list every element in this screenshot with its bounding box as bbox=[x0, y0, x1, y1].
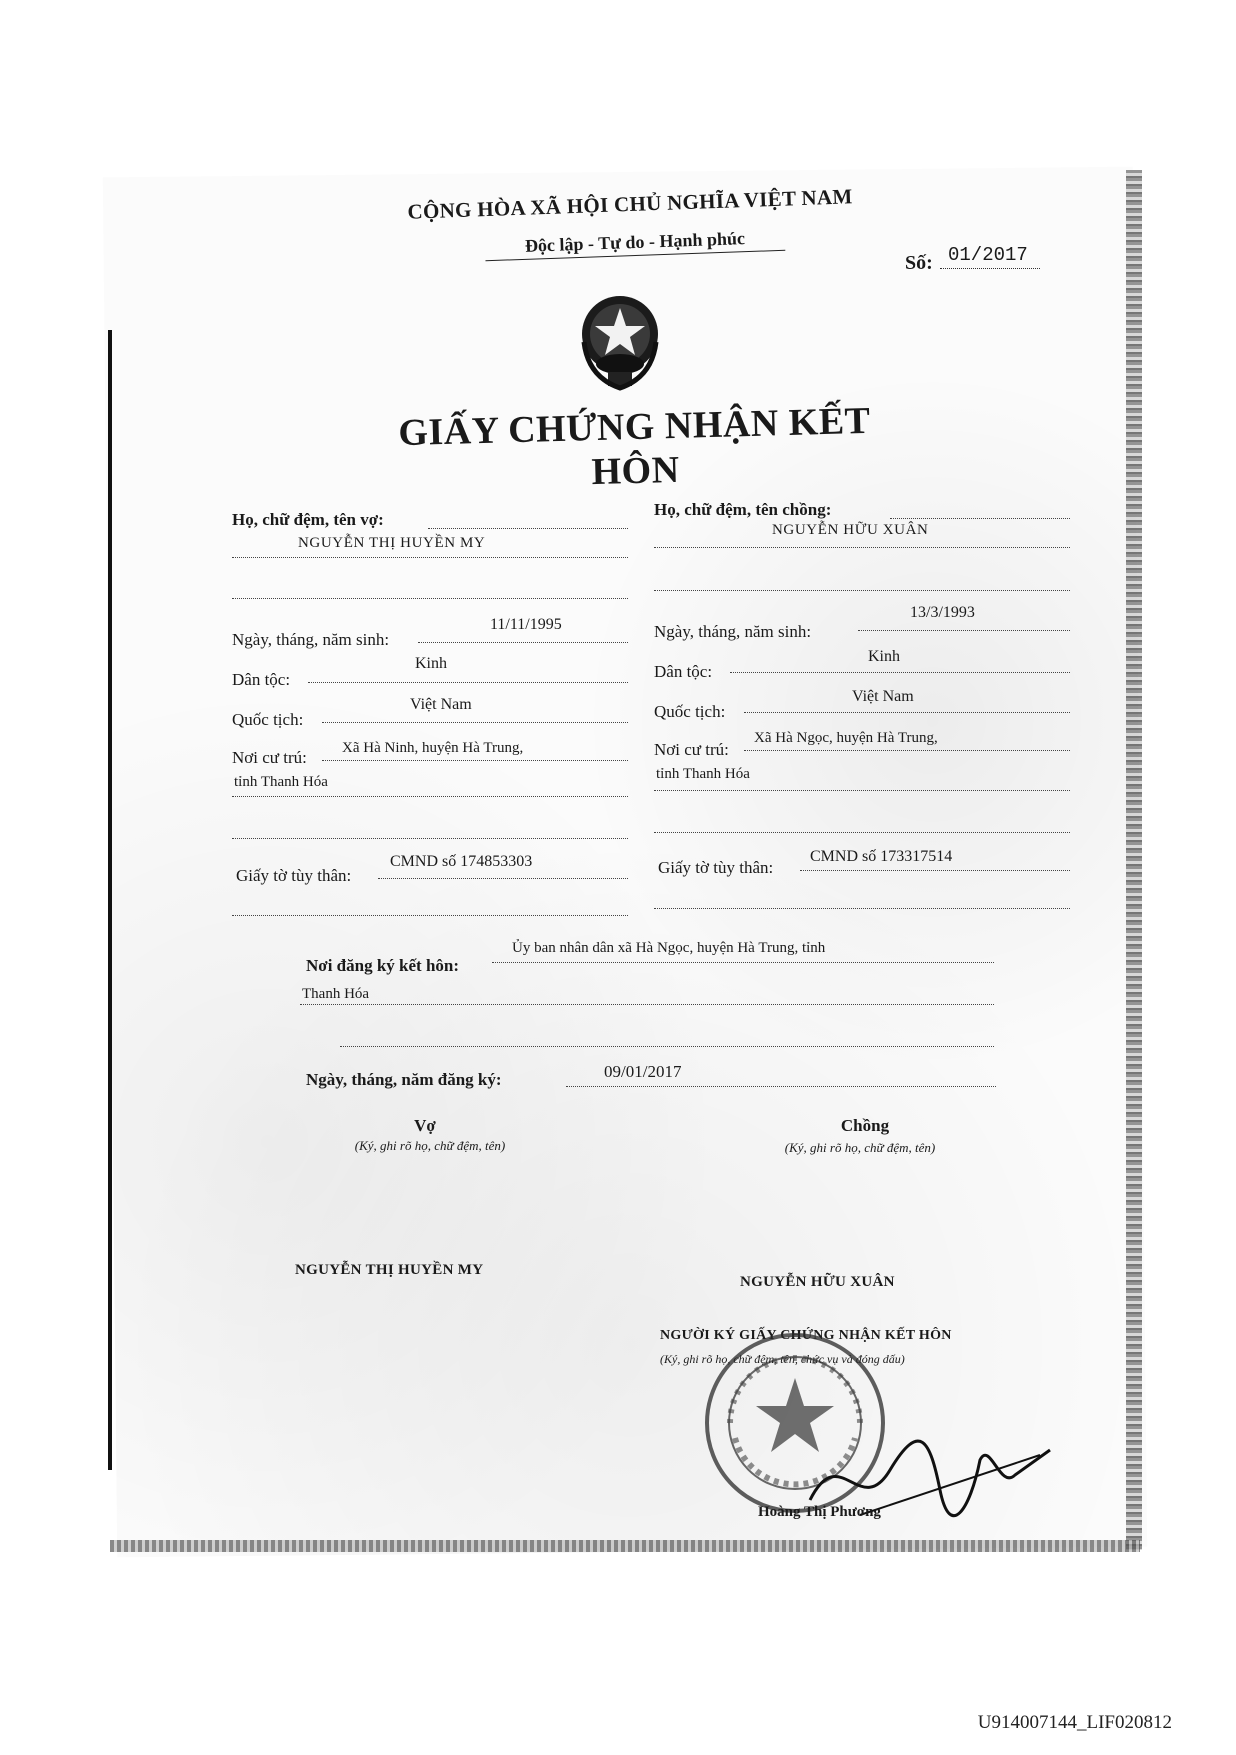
dotted-line bbox=[378, 878, 628, 879]
issuer-name: Hoàng Thị Phương bbox=[758, 1504, 881, 1520]
husband-ethnicity: Kinh bbox=[868, 648, 900, 665]
dotted-line bbox=[418, 642, 628, 643]
dotted-line bbox=[654, 790, 1070, 791]
dotted-line bbox=[654, 908, 1070, 909]
wife-residence-line1: Xã Hà Ninh, huyện Hà Trung, bbox=[342, 740, 524, 756]
dotted-line bbox=[654, 590, 1070, 591]
dotted-line bbox=[232, 915, 628, 916]
wife-ethnicity-label: Dân tộc: bbox=[232, 670, 291, 689]
dotted-line bbox=[492, 962, 994, 963]
wife-dob: 11/11/1995 bbox=[490, 616, 562, 633]
dotted-line bbox=[744, 750, 1070, 751]
dotted-line bbox=[800, 870, 1070, 871]
husband-ethnicity-label: Dân tộc: bbox=[654, 662, 713, 681]
document-title: GIẤY CHỨNG NHẬN KẾT HÔN bbox=[397, 399, 871, 494]
number-value: 01/2017 bbox=[948, 244, 1028, 266]
dotted-line bbox=[428, 528, 628, 529]
dotted-line bbox=[232, 796, 628, 797]
wife-residence-line2: tỉnh Thanh Hóa bbox=[234, 774, 328, 790]
wife-name: NGUYỄN THỊ HUYỀN MY bbox=[298, 535, 486, 551]
registration-date-label: Ngày, tháng, năm đăng ký: bbox=[306, 1070, 502, 1089]
registration-place-line1: Ủy ban nhân dân xã Hà Ngọc, huyện Hà Trung, tỉnh bbox=[512, 940, 826, 956]
wife-residence-label: Nơi cư trú: bbox=[232, 748, 307, 767]
scan-edge-left bbox=[108, 330, 112, 1470]
number-label: Số: bbox=[905, 252, 933, 274]
husband-residence-line1: Xã Hà Ngọc, huyện Hà Trung, bbox=[754, 730, 938, 746]
husband-name-label: Họ, chữ đệm, tên chồng: bbox=[654, 500, 832, 519]
husband-signature-label: Chồng bbox=[840, 1116, 890, 1135]
husband-id-value: CMND số 173317514 bbox=[810, 848, 953, 865]
wife-name-label: Họ, chữ đệm, tên vợ: bbox=[232, 510, 384, 529]
wife-dob-label: Ngày, tháng, năm sinh: bbox=[232, 630, 390, 649]
wife-signature-label: Vợ bbox=[414, 1116, 436, 1135]
husband-name: NGUYỄN HỮU XUÂN bbox=[772, 522, 929, 538]
registration-date: 09/01/2017 bbox=[604, 1062, 682, 1081]
dotted-line bbox=[232, 557, 628, 558]
dotted-line bbox=[300, 1004, 994, 1005]
husband-dob-label: Ngày, tháng, năm sinh: bbox=[654, 622, 812, 641]
dotted-line bbox=[232, 838, 628, 839]
number-dotted-line bbox=[940, 268, 1040, 269]
dotted-line bbox=[566, 1086, 996, 1087]
husband-residence-label: Nơi cư trú: bbox=[654, 740, 729, 759]
issuer-note: (Ký, ghi rõ họ, chữ đệm, tên, chức vụ và đóng dấu) bbox=[660, 1352, 905, 1366]
husband-nationality: Việt Nam bbox=[852, 688, 914, 705]
country-heading: CỘNG HÒA XÃ HỘI CHỦ NGHĨA VIỆT NAM bbox=[407, 184, 853, 224]
wife-signature-note: (Ký, ghi rõ họ, chữ đệm, tên) bbox=[354, 1138, 506, 1153]
wife-signed-name: NGUYỄN THỊ HUYỀN MY bbox=[295, 1262, 484, 1278]
wife-ethnicity: Kinh bbox=[415, 655, 447, 672]
national-emblem-icon bbox=[578, 292, 662, 392]
issuer-label: NGƯỜI KÝ GIẤY CHỨNG NHẬN KẾT HÔN bbox=[660, 1328, 952, 1343]
husband-signature-note: (Ký, ghi rõ họ, chữ đệm, tên) bbox=[784, 1140, 936, 1155]
husband-id-label: Giấy tờ tùy thân: bbox=[658, 858, 774, 877]
dotted-line bbox=[744, 712, 1070, 713]
registration-place-label: Nơi đăng ký kết hôn: bbox=[306, 956, 460, 975]
husband-dob: 13/3/1993 bbox=[910, 604, 975, 621]
document-id: U914007144_LIF020812 bbox=[977, 1712, 1172, 1733]
scan-edge-right bbox=[1126, 170, 1142, 1550]
wife-id-value: CMND số 174853303 bbox=[390, 853, 533, 870]
dotted-line bbox=[890, 518, 1070, 519]
dotted-line bbox=[730, 672, 1070, 673]
dotted-line bbox=[232, 598, 628, 599]
wife-id-label: Giấy tờ tùy thân: bbox=[236, 866, 352, 885]
husband-residence-line2: tỉnh Thanh Hóa bbox=[656, 766, 750, 782]
husband-signed-name: NGUYỄN HỮU XUÂN bbox=[740, 1274, 895, 1290]
dotted-line bbox=[654, 832, 1070, 833]
dotted-line bbox=[654, 547, 1070, 548]
scan-edge-bottom bbox=[110, 1540, 1140, 1552]
wife-nationality: Việt Nam bbox=[410, 696, 472, 713]
dotted-line bbox=[322, 722, 628, 723]
motto: Độc lập - Tự do - Hạnh phúc bbox=[485, 227, 786, 261]
dotted-line bbox=[340, 1046, 994, 1047]
registration-place-line2: Thanh Hóa bbox=[302, 986, 370, 1002]
dotted-line bbox=[858, 630, 1070, 631]
dotted-line bbox=[322, 760, 628, 761]
dotted-line bbox=[308, 682, 628, 683]
husband-nationality-label: Quốc tịch: bbox=[654, 702, 726, 721]
wife-nationality-label: Quốc tịch: bbox=[232, 710, 304, 729]
